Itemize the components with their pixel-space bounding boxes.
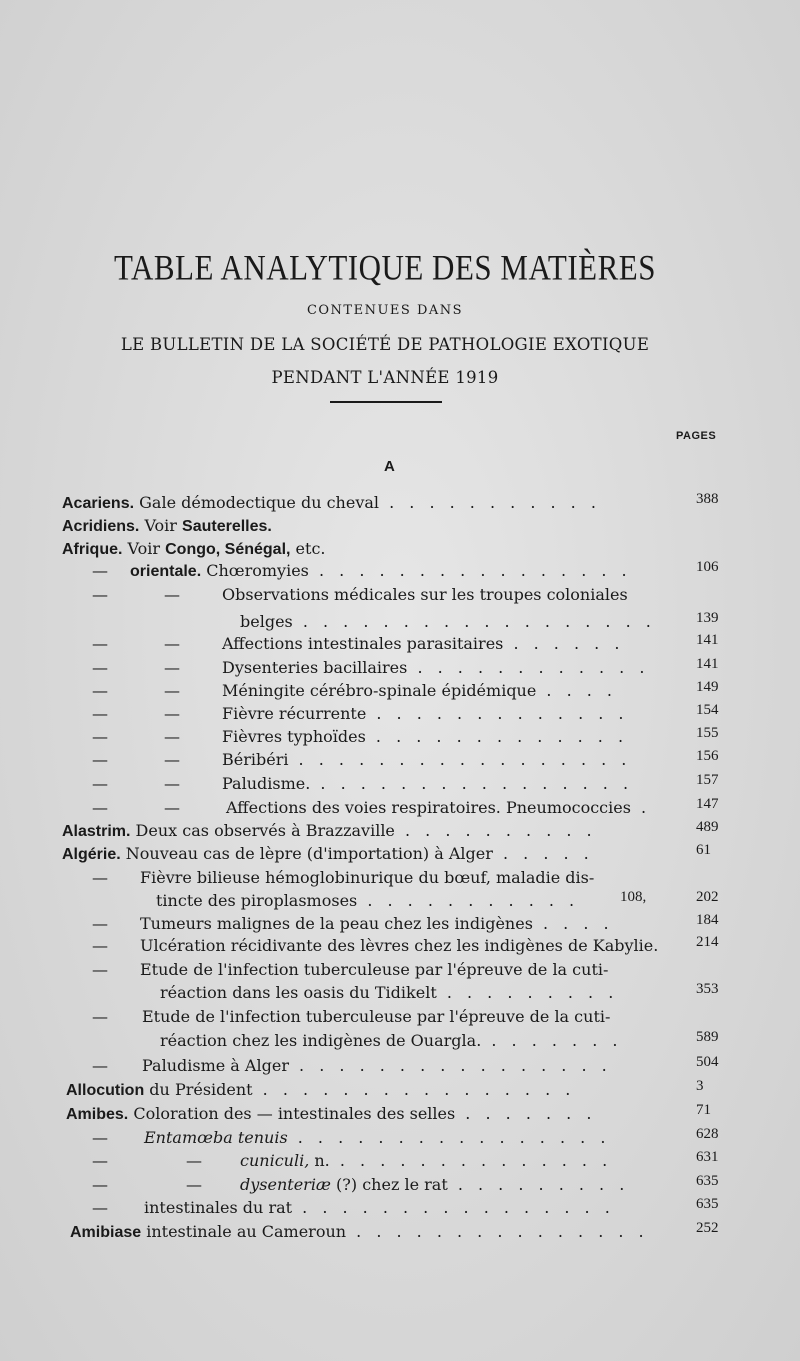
leader-dots: . . . . . . . . . . . . . [365,727,629,746]
entry-text: Nouveau cas de lèpre (d'importation) à Alger [120,844,493,863]
page-number: 154 [696,702,719,718]
page-number: 635 [696,1173,719,1189]
entry-text: réaction chez les indigènes de Ouargla. [160,1031,482,1050]
ditto-dash: — [92,1151,108,1170]
entry-body [140,936,658,956]
page-number: 504 [696,1054,719,1070]
page-number: 147 [696,796,719,812]
ditto-dash: — [186,1151,202,1170]
page-number: 149 [696,679,719,695]
ditto-dash: — [164,704,180,723]
entry-heading: Congo, Sénégal, [165,541,291,558]
entry-body [240,1151,612,1171]
entry-text: etc. [290,539,326,558]
ditto-dash: — [92,960,108,979]
entry-body [222,681,617,701]
page-number: 388 [696,491,719,507]
entry-text: Dysenteries bacillaires [222,658,408,677]
entry-body [222,774,633,794]
subtitle-bulletin: LE BULLETIN DE LA SOCIÉTÉ DE PATHOLOGIE EXOTIQUE [120,335,650,354]
page-number: 108, [620,889,647,905]
page-number: 589 [696,1029,719,1045]
entry-text: Gale démodectique du cheval [134,493,380,512]
ditto-dash: — [92,750,108,769]
ditto-dash: — [92,561,108,580]
entry-body [62,844,594,865]
leader-dots: . . . . . [492,844,594,863]
ditto-dash: — [92,727,108,746]
entry-text: Fièvre bilieuse hémoglobinurique du bœuf, maladie dis- [140,868,595,887]
page-title: TABLE ANALYTIQUE DES MATIÈRES [114,247,656,288]
ditto-dash: — [92,1198,108,1217]
entry-heading: Acariens. [62,495,135,512]
entry-text: (?) chez le rat [330,1175,448,1194]
ditto-dash: — [164,750,180,769]
entry-heading: Sauterelles. [182,518,272,535]
entry-text: Méningite cérébro-spinale épidémique [222,681,537,700]
entry-body [62,539,325,560]
entry-body [160,983,618,1003]
entry-text: dysenteriæ [240,1175,331,1194]
ditto-dash: — [186,1175,202,1194]
leader-dots: . . . . . . [503,634,625,653]
leader-dots: . . . . [536,681,618,700]
page-number: 353 [696,981,719,997]
entry-text: intestinales du rat [144,1198,293,1217]
page-number: 141 [696,632,719,648]
entry-text: belges [240,612,293,631]
ditto-dash: — [164,774,180,793]
entry-body [222,585,628,605]
entry-body [160,1031,622,1051]
page-number: 184 [696,912,719,928]
ditto-dash: — [164,727,180,746]
ditto-dash: — [92,798,108,817]
leader-dots: . . . . . . . . . . . . . . [329,1151,613,1170]
entry-text: n. [309,1151,330,1170]
entry-heading: orientale. [130,563,202,580]
ditto-dash: — [92,704,108,723]
entry-body [62,821,597,842]
page-number: 61 [696,842,711,858]
page-number: 214 [696,934,719,950]
entry-body [222,750,631,770]
entry-text: intestinale au Cameroun [141,1222,347,1241]
entry-text: Voir [122,539,166,558]
ditto-dash: — [164,658,180,677]
leader-dots: . . . . . . . . . [447,1175,630,1194]
ditto-dash: — [92,914,108,933]
ditto-dash: — [92,936,108,955]
ditto-dash: — [164,798,180,817]
ditto-dash: — [164,634,180,653]
entry-text: Paludisme à Alger [142,1056,289,1075]
leader-dots: . . . . [532,914,614,933]
entry-body [130,561,632,582]
entry-body [222,727,628,747]
entry-text: Paludisme. [222,774,311,793]
leader-dots: . . . . . . . . . . . . . . . . [288,1056,612,1075]
page-number: 635 [696,1196,719,1212]
entry-body [140,914,614,934]
page-number: 71 [696,1102,711,1118]
entry-body [156,891,579,911]
page-number: 141 [696,656,719,672]
leader-dots: . [630,798,652,817]
entry-heading: Algérie. [62,846,121,863]
page-number: 252 [696,1220,719,1236]
subtitle-contained-in: CONTENUES DANS [306,303,464,318]
entry-body [240,612,656,632]
entry-body [226,798,651,818]
entry-text: Voir [139,516,183,535]
entry-text: Etude de l'infection tuberculeuse par l'épreuve de la cuti- [142,1007,611,1026]
entry-body [142,1056,612,1076]
entry-body [62,493,601,514]
entry-body [142,1007,610,1027]
ditto-dash: — [92,585,108,604]
entry-heading: Amibes. [66,1106,129,1123]
subtitle-year: PENDANT L'ANNÉE 1919 [271,368,499,387]
entry-text: réaction dans les oasis du Tidikelt [160,983,437,1002]
entry-body [62,516,272,537]
entry-text: Fièvre récurrente [222,704,367,723]
entry-text: Ulcération récidivante des lèvres chez les indigènes de Kabylie. [140,936,659,955]
entry-body [222,658,649,678]
entry-text: Coloration des — intestinales des selles [128,1104,456,1123]
ditto-dash: — [92,868,108,887]
ditto-dash: — [164,585,180,604]
ditto-dash: — [92,774,108,793]
entry-text: Observations médicales sur les troupes coloniales [222,585,628,604]
page-number: 106 [696,559,719,575]
ditto-dash: — [164,681,180,700]
title-divider [330,401,442,403]
entry-heading: Amibiase [70,1224,142,1241]
entry-body [144,1198,615,1218]
leader-dots: . . . . . . . . . . . . [407,658,650,677]
entry-body [70,1222,649,1243]
leader-dots: . . . . . . . . . . . . . . . . [310,774,634,793]
entry-body [66,1104,596,1125]
entry-text: Affections des voies respiratoires. Pneumococcies [226,798,631,817]
page-number: 489 [696,819,719,835]
leader-dots: . . . . . . . . . . . . . . . . [308,561,632,580]
page-number: 156 [696,748,719,764]
page-number: 155 [696,725,719,741]
leader-dots: . . . . . . . . . . . . . . . . . [288,750,632,769]
page-number: 628 [696,1126,719,1142]
entry-heading: Afrique. [62,541,123,558]
entry-text: Tumeurs malignes de la peau chez les indigènes [140,914,533,933]
ditto-dash: — [92,1175,108,1194]
leader-dots: . . . . . . . . . . [394,821,597,840]
ditto-dash: — [92,634,108,653]
leader-dots: . . . . . . . . . [436,983,619,1002]
entry-heading: Alastrim. [62,823,131,840]
page-number: 157 [696,772,719,788]
entry-body [222,704,629,724]
entry-text: Chœromyies [201,561,309,580]
entry-text: cuniculi, [240,1151,310,1170]
leader-dots: . . . . . . . . . . . [357,891,580,910]
entry-body [140,868,594,888]
page-number: 139 [696,610,719,626]
entry-text: Affections intestinales parasitaires [222,634,504,653]
section-letter: A [384,458,395,475]
entry-body [66,1080,575,1101]
ditto-dash: — [92,1056,108,1075]
entry-text: Béribéri [222,750,289,769]
entry-body [222,634,624,654]
leader-dots: . . . . . . . [481,1031,623,1050]
entry-text: Entamœba tenuis [144,1128,288,1147]
leader-dots: . . . . . . . . . . . . . . . . . . [292,612,656,631]
leader-dots: . . . . . . . . . . . . . . . . [287,1128,611,1147]
pages-column-header: PAGES [676,430,717,442]
page-number: 202 [696,889,719,905]
entry-heading: Acridiens. [62,518,140,535]
leader-dots: . . . . . . . . . . . . . . . [346,1222,649,1241]
entry-text: tincte des piroplasmoses [156,891,358,910]
entry-heading: Allocution [66,1082,145,1099]
leader-dots: . . . . . . . [455,1104,597,1123]
leader-dots: . . . . . . . . . . . . . . . . [292,1198,615,1217]
entry-text: Fièvres typhoïdes [222,727,366,746]
entry-body [144,1128,610,1148]
leader-dots: . . . . . . . . . . . . . [366,704,629,723]
ditto-dash: — [92,681,108,700]
page-number: 631 [696,1149,719,1165]
ditto-dash: — [92,1007,108,1026]
ditto-dash: — [92,658,108,677]
ditto-dash: — [92,1128,108,1147]
entry-text: Deux cas observés à Brazzaville [130,821,395,840]
entry-text: Etude de l'infection tuberculeuse par l'épreuve de la cuti- [140,960,609,979]
entry-body [140,960,608,980]
entry-text: du Président [144,1080,253,1099]
page-number: 3 [696,1078,704,1094]
leader-dots: . . . . . . . . . . . . . . . . [252,1080,576,1099]
leader-dots: . . . . . . . . . . . [379,493,601,512]
entry-body [240,1175,629,1195]
